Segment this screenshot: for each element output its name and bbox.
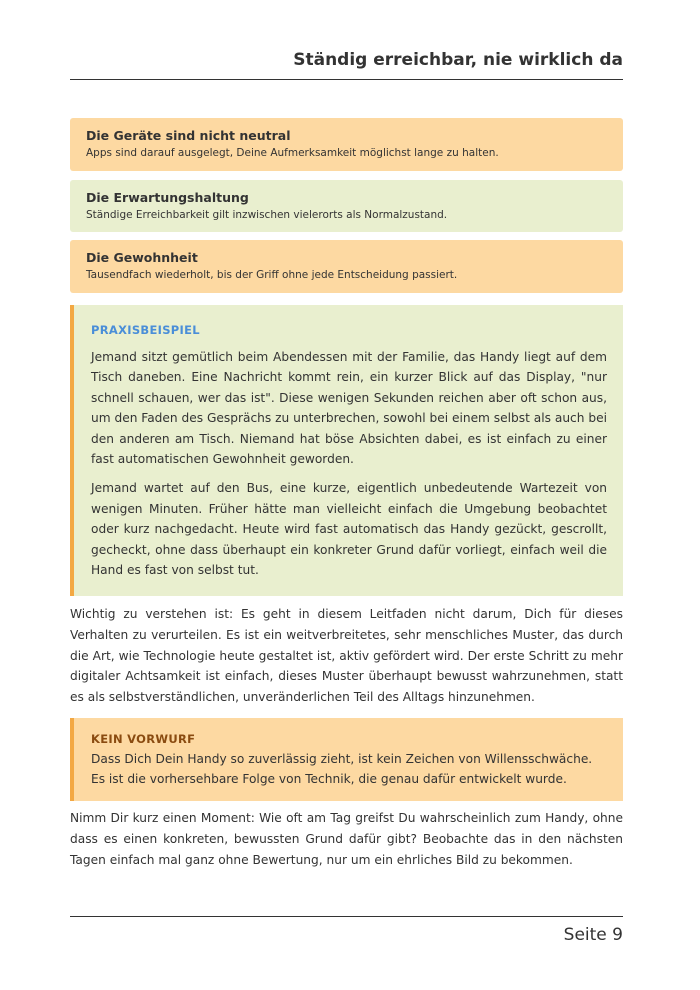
page-header [70, 50, 623, 80]
card-expectation [70, 180, 623, 232]
card-habit [70, 240, 623, 293]
card-text: Tausendfach wiederholt, bis der Griff ohne jede Entscheidung passiert. [86, 269, 458, 281]
footer-divider [70, 916, 623, 917]
card-text: Ständige Erreichbarkeit gilt inzwischen vielerorts als Normalzustand. [86, 209, 448, 221]
card-devices-not-neutral [70, 118, 623, 171]
no-reproach-callout [70, 718, 623, 801]
practice-example-callout [70, 305, 623, 596]
card-title: Die Geräte sind nicht neutral [86, 128, 291, 143]
callout-paragraph: Jemand wartet auf den Bus, eine kurze, eigentlich unbedeutende Wartezeit von wenigen Minuten. Früher hätte man vielleicht einfach die Umgebung beobachtet oder kurz nachgedacht. Heute wird fast automatisch das Handy gezückt, gescrollt, gecheckt, ohne dass überhaupt ein konkreter Grund dafür vorliegt, einfach weil die Hand es fast von selbst tut. [91, 481, 607, 578]
callout-label: KEIN VORWURF [91, 732, 196, 746]
card-title: Die Erwartungshaltung [86, 190, 249, 205]
header-divider [70, 79, 623, 80]
body-paragraph: Wichtig zu verstehen ist: Es geht in diesem Leitfaden nicht darum, Dich für dieses Verhalten zu verurteilen. Es ist ein weitverbreitetes, sehr menschliches Muster, das durch die Art, wie Technologie heute gestaltet ist, aktiv gefördert wird. Der erste Schritt zu mehr digitaler Achtsamkeit ist einfach, dieses Muster überhaupt bewusst wahrzunehmen, statt es als selbstverständlichen, unveränderlichen Teil des Alltags hinzunehmen. [70, 607, 623, 705]
callout-paragraph: Jemand sitzt gemütlich beim Abendessen mit der Familie, das Handy liegt auf dem Tisch daneben. Eine Nachricht kommt rein, ein kurzer Blick auf das Display, "nur schnell schauen, wer das ist". Diese wenigen Sekunden reichen aber oft schon aus, um den Faden des Gesprächs zu unterbrechen, sowohl bei einem selbst als auch bei den anderen am Tisch. Niemand hat böse Absichten dabei, es ist einfach zu einer fast automatischen Gewohnheit geworden. [91, 350, 607, 467]
page-title: Ständig erreichbar, nie wirklich da [293, 50, 623, 70]
card-text: Apps sind darauf ausgelegt, Deine Aufmerksamkeit möglichst lange zu halten. [86, 147, 499, 159]
card-title: Die Gewohnheit [86, 250, 198, 265]
body-paragraph: Nimm Dir kurz einen Moment: Wie oft am Tag greifst Du wahrscheinlich zum Handy, ohne dass es einen konkreten, bewussten Grund dafür gibt? Beobachte das in den nächsten Tagen einfach mal ganz ohne Bewertung, nur um ein ehrliches Bild zu bekommen. [70, 811, 623, 867]
page-number: Seite 9 [563, 925, 623, 945]
callout-label: PRAXISBEISPIEL [91, 323, 200, 337]
callout-paragraph: Dass Dich Dein Handy so zuverlässig zieht, ist kein Zeichen von Willensschwäche. Es ist die vorhersehbare Folge von Technik, die genau dafür entwickelt wurde. [91, 752, 593, 786]
